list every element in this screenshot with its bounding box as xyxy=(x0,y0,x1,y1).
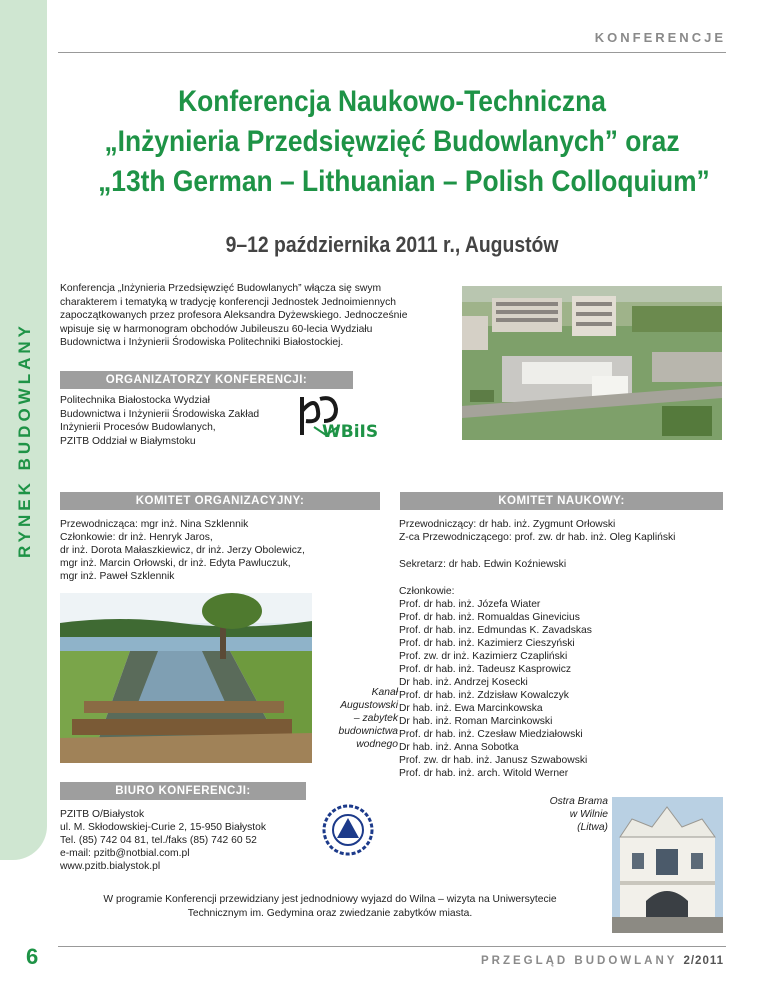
scientific-committee-chairs: Przewodniczący: dr hab. inż. Zygmunt Orłowski Z-ca Przewodniczącego: prof. zw. dr hab. inż. Oleg Kapliński xyxy=(399,519,676,543)
list-item: Prof. dr hab. inż. Kazimierz Cieszyński xyxy=(399,638,575,649)
svg-text:WBiIS: WBiIS xyxy=(322,422,379,441)
section-tag: KONFERENCJE xyxy=(594,30,726,45)
wbis-logo xyxy=(296,391,380,441)
office-heading: BIURO KONFERENCJI: xyxy=(60,782,306,800)
list-item: Prof. zw. dr inż. Kazimierz Czapliński xyxy=(399,651,568,662)
page-title xyxy=(98,82,710,202)
list-item: Prof. dr hab. inż. Romualdas Ginevicius xyxy=(399,612,580,623)
scientific-committee-heading: KOMITET NAUKOWY: xyxy=(400,492,723,510)
office-contact: PZITB O/Białystok ul. M. Skłodowskiej-Curie 2, 15-950 Białystok Tel. (85) 742 04 81, tel./faks (85) 742 60 52 e-mail: pzitb@notbial.com.pl www.pzitb.bialystok.pl xyxy=(60,808,320,873)
organizing-committee-text: Przewodnicząca: mgr inż. Nina Szklennik Członkowie: dr inż. Henryk Jaros, dr inż. Dorota Małaszkiewicz, dr inż. Jerzy Obolewicz, mgr inż. Marcin Orłowski, dr inż. Edyta Pawluczuk, mgr inż. Paweł Szklennik xyxy=(60,519,305,582)
ostra-brama-photo xyxy=(612,797,723,933)
pzitb-logo xyxy=(321,804,375,856)
journal-footer: PRZEGLĄD BUDOWLANY 2/2011 xyxy=(480,955,724,967)
list-item: Dr hab. inż. Roman Marcinkowski xyxy=(399,716,553,727)
email-link[interactable]: e-mail: pzitb@notbial.com.pl xyxy=(60,848,190,859)
list-item: Prof. dr hab. inz. Edmundas K. Zavadskas xyxy=(399,625,592,636)
event-date: 9–12 października 2011 r., Augustów xyxy=(225,232,559,257)
website-link[interactable]: www.pzitb.bialystok.pl xyxy=(60,861,161,872)
title-line-3: „13th German – Lithuanian – Polish Colloquium” xyxy=(98,165,710,198)
header-divider xyxy=(58,52,726,53)
issue-number: 2/2011 xyxy=(683,955,724,967)
list-item: Prof. dr hab. inż. Józefa Wiater xyxy=(399,599,541,610)
augustow-canal-photo xyxy=(60,593,312,763)
title-line-2: „Inżynieria Przedsięwzięć Budowlanych” oraz xyxy=(104,125,680,158)
list-item: Prof. zw. dr hab. inż. Janusz Szwabowski xyxy=(399,755,588,766)
list-item: Prof. dr hab. inż. Tadeusz Kasprowicz xyxy=(399,664,572,675)
list-item: Dr hab. inż. Anna Sobotka xyxy=(399,742,519,753)
page-number: 6 xyxy=(26,944,39,969)
list-item: Dr hab. inż. Ewa Marcinkowska xyxy=(399,703,543,714)
organizers-text: Politechnika Białostocka Wydział Budownictwa i Inżynierii Środowiska Zakład Inżynierii Procesów Budowlanych, PZITB Oddział w Białymstoku xyxy=(60,395,260,447)
list-item: Prof. dr hab. inż. arch. Witold Werner xyxy=(399,768,569,779)
list-item: Prof. dr hab. inż. Zdzisław Kowalczyk xyxy=(399,690,569,701)
organizers-heading: ORGANIZATORZY KONFERENCJI: xyxy=(60,371,353,389)
title-line-1: Konferencja Naukowo-Techniczna xyxy=(178,85,606,118)
scientific-committee-secretary: Sekretarz: dr hab. Edwin Koźniewski xyxy=(399,559,567,570)
list-item: Prof. dr hab. inż. Czesław Miedziałowski xyxy=(399,729,583,740)
intro-paragraph: Konferencja „Inżynieria Przedsięwzięć Budowlanych” włącza się swym charakterem i tematyką w tradycję konferencji Jednostek Jednoimiennych zapoczątkowanych przez profesora Aleksandra Dyżewskiego. Jednocześnie wpisuje się w harmonogram obchodów Jubileuszu 60-lecia Wydziału Budownictwa i Inżynierii Środowiska Politechniki Białostockiej. xyxy=(60,283,408,348)
list-item: Dr hab. inż. Andrzej Kosecki xyxy=(399,677,528,688)
organizing-committee-heading: KOMITET ORGANIZACYJNY: xyxy=(60,492,380,510)
footer-divider xyxy=(58,946,726,947)
program-note: W programie Konferencji przewidziany jest jednodniowy wyjazd do Wilna – wizyta na Uniwersytecie Technicznym im. Gedymina oraz zwiedzanie zabytków miasta. xyxy=(103,894,557,919)
sidebar-label: RYNEK BUDOWLANY xyxy=(15,322,34,558)
campus-aerial-photo xyxy=(462,286,722,440)
scientific-committee-members: Członkowie: Prof. dr hab. inż. Józefa Wiater Prof. dr hab. inż. Romualdas Ginevicius Prof. dr hab. inz. Edmundas K. Zavadskas Prof. dr hab. inż. Kazimierz Cieszyński Prof. zw. dr inż. Kazimierz Czapliński Prof. dr hab. inż. Tadeusz Kasprowicz Dr hab. inż. Andrzej Kosecki Prof. dr hab. inż. Zdzisław Kowalczyk Dr hab. inż. Ewa Marcinkowska Dr hab. inż. Roman Marcinkowski Prof. dr hab. inż. Czesław Miedziałowski Dr hab. inż. Anna Sobotka Prof. zw. dr hab. inż. Janusz Szwabowski Prof. dr hab. inż. arch. Witold Werner xyxy=(399,585,723,780)
canal-photo-caption: Kanał Augustowski – zabytek budownictwa wodnego xyxy=(338,687,398,750)
ostra-brama-caption: Ostra Brama w Wilnie (Litwa) xyxy=(549,796,608,833)
